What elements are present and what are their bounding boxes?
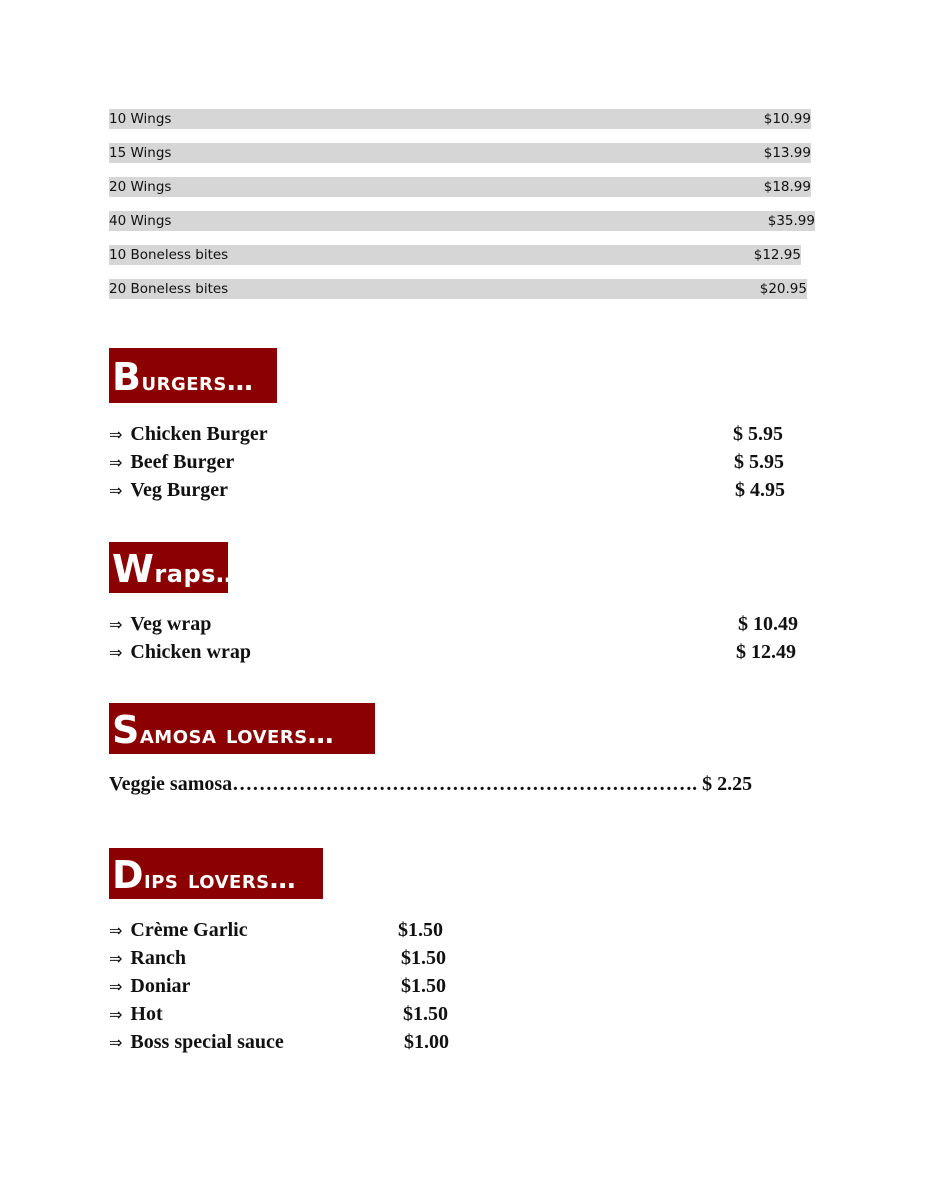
wings-item-name: 10 Boneless bites	[109, 247, 229, 263]
wings-item-price: $18.99	[763, 179, 811, 195]
wings-item-price: $12.95	[753, 247, 801, 263]
wings-item-name: 20 Boneless bites	[109, 281, 229, 297]
dips-heading	[109, 848, 323, 899]
arrow-icon: ⇒	[109, 643, 123, 662]
menu-item-price: $1.50	[398, 919, 443, 941]
burgers-heading	[109, 348, 277, 403]
menu-item	[109, 1029, 284, 1056]
menu-item-price: $1.50	[401, 947, 446, 969]
menu-item-name: Ranch	[130, 947, 186, 969]
menu-item	[109, 611, 211, 638]
menu-item	[109, 421, 268, 448]
menu-item	[109, 1001, 163, 1028]
menu-item-name: Hot	[130, 1003, 163, 1025]
menu-item	[109, 945, 186, 972]
wings-row	[109, 245, 801, 265]
arrow-icon: ⇒	[109, 977, 123, 996]
arrow-icon: ⇒	[109, 1005, 123, 1024]
menu-item-name: Doniar	[130, 975, 191, 997]
menu-item-name: Veg wrap	[130, 613, 212, 635]
menu-item-price: $1.50	[401, 975, 446, 997]
menu-item-price: $ 10.49	[738, 613, 798, 635]
wings-item-price: $20.95	[759, 281, 807, 297]
arrow-icon: ⇒	[109, 921, 123, 940]
samosa-heading	[109, 703, 375, 754]
menu-item	[109, 477, 228, 504]
menu-item-name: Boss special sauce	[130, 1031, 284, 1053]
wings-item-name: 20 Wings	[109, 179, 172, 195]
wings-item-price: $35.99	[767, 213, 815, 229]
arrow-icon: ⇒	[109, 453, 123, 472]
wings-item-price: $13.99	[763, 145, 811, 161]
wings-row	[109, 211, 815, 231]
arrow-icon: ⇒	[109, 1033, 123, 1052]
heading-text: amosa lovers…	[139, 720, 335, 750]
heading-text: raps…	[154, 560, 241, 588]
arrow-icon: ⇒	[109, 949, 123, 968]
menu-item-name: Crème Garlic	[130, 919, 248, 941]
wings-row	[109, 177, 811, 197]
menu-item-price: $1.00	[404, 1031, 449, 1053]
wraps-heading	[109, 542, 241, 593]
menu-item-price: $ 4.95	[735, 479, 785, 501]
heading-initial: D	[112, 853, 145, 897]
wings-item-name: 40 Wings	[109, 213, 172, 229]
menu-item	[109, 917, 248, 944]
heading-text: urgers…	[141, 367, 254, 397]
wings-row	[109, 143, 811, 163]
menu-item-name: Chicken Burger	[130, 423, 268, 445]
menu-item-price: $ 5.95	[734, 451, 784, 473]
menu-item-name: Beef Burger	[130, 451, 235, 473]
wings-item-name: 15 Wings	[109, 145, 172, 161]
arrow-icon: ⇒	[109, 481, 123, 500]
menu-item	[109, 639, 251, 666]
samosa-item-line: Veggie samosa……………………………………………………………. $ 2.25	[109, 773, 753, 795]
wings-item-price: $10.99	[763, 111, 811, 127]
wings-row	[109, 109, 811, 129]
menu-item-price: $ 12.49	[736, 641, 796, 663]
wings-row	[109, 279, 807, 299]
menu-item-price: $1.50	[403, 1003, 448, 1025]
wings-item-name: 10 Wings	[109, 111, 172, 127]
menu-item-name: Veg Burger	[130, 479, 228, 501]
heading-text: ips lovers…	[144, 865, 297, 895]
arrow-icon: ⇒	[109, 425, 123, 444]
menu-item-price: $ 5.95	[733, 423, 783, 445]
menu-item-name: Chicken wrap	[130, 641, 251, 663]
heading-initial: B	[112, 355, 142, 399]
heading-initial: W	[112, 547, 155, 591]
menu-item	[109, 973, 190, 1000]
heading-initial: S	[112, 708, 140, 752]
arrow-icon: ⇒	[109, 615, 123, 634]
menu-item	[109, 449, 234, 476]
